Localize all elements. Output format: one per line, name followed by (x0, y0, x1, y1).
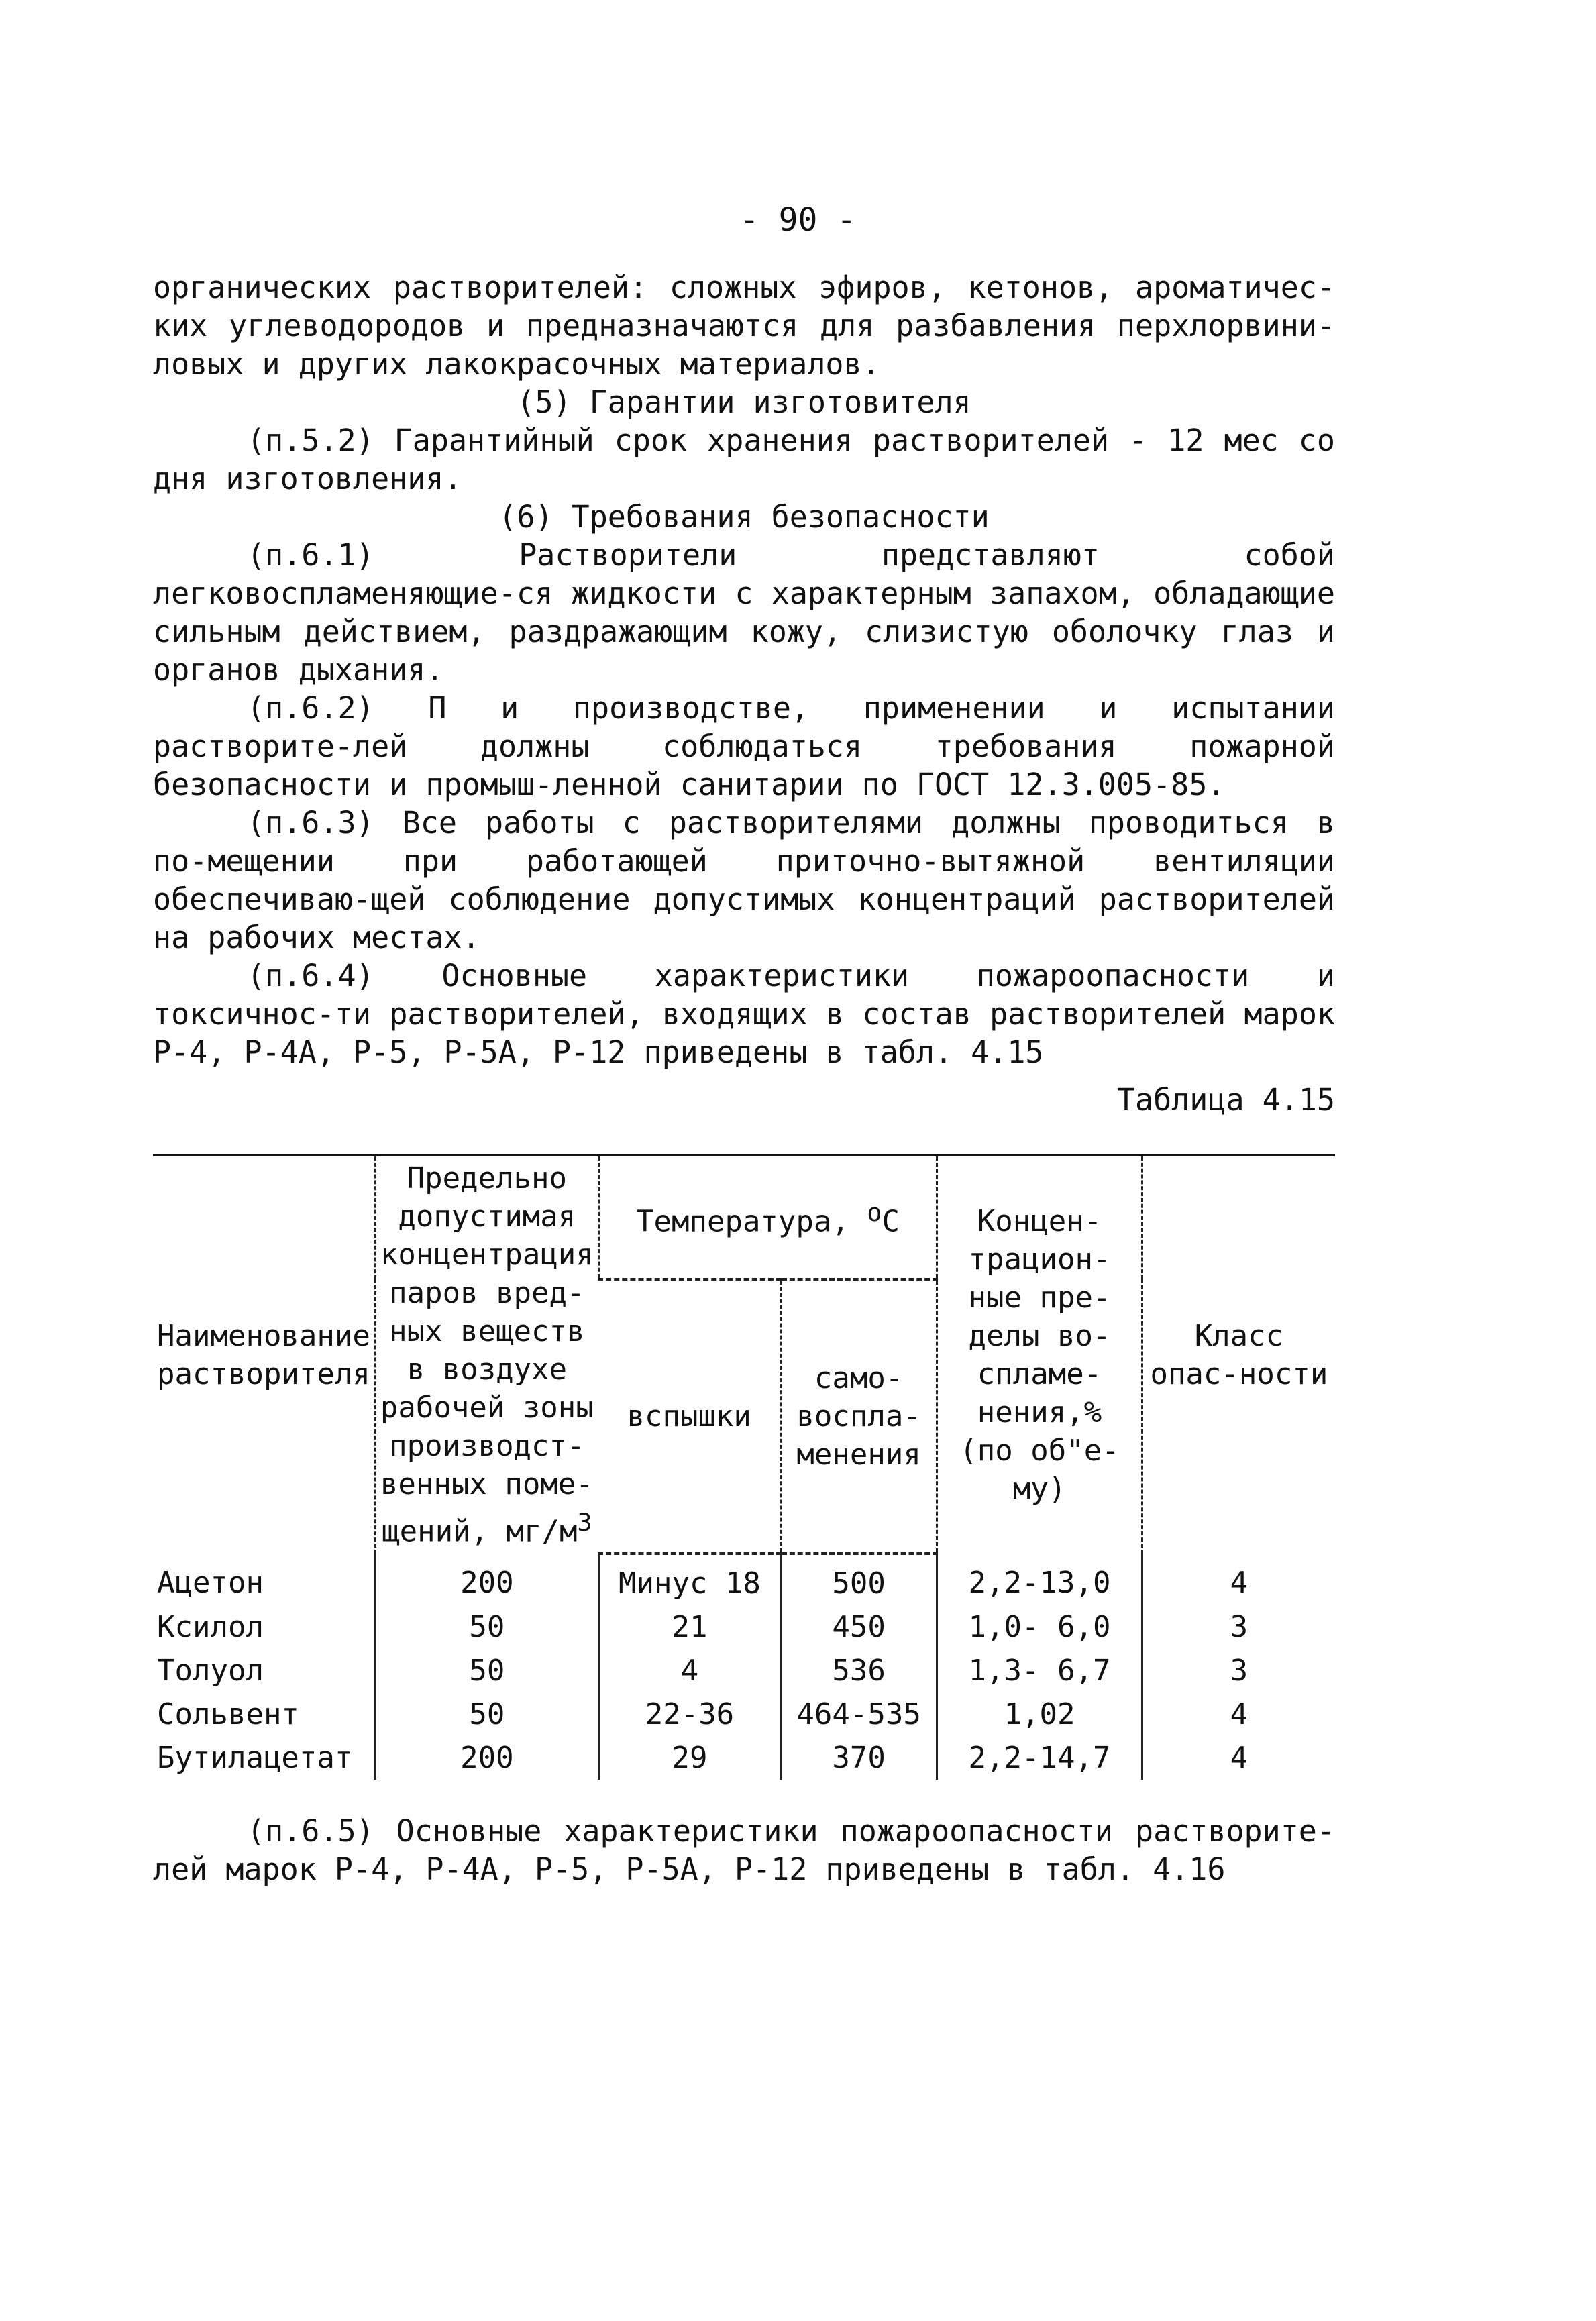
table-row (153, 1649, 1335, 1692)
cell-limits: 1,0- 6,0 (937, 1605, 1142, 1649)
paragraph: (п.5.2) Гарантийный срок хранения растворителей - 12 мес со дня изготовления. (153, 423, 1335, 496)
paragraph: (п.6.1) Растворители представляют собой легковоспламеняющие-ся жидкости с характерным запахом, обладающие сильным действием, раздражающим кожу, слизистую оболочку глаз и органов дыхания. (153, 537, 1335, 688)
cell-class: 4 (1142, 1736, 1335, 1780)
cell-autoignition: 536 (781, 1649, 937, 1692)
cell-pdk: 200 (375, 1736, 598, 1780)
cell-name: Толуол (157, 1653, 264, 1688)
paragraph: (п.6.3) Все работы с растворителями должны проводиться в по-мещении при работающей приточно-вытяжной вентиляции обеспечиваю-щей соблюдение допустимых концентраций растворителей на рабочих местах. (153, 805, 1335, 955)
cell-autoignition: 450 (781, 1605, 937, 1649)
cell-name: Ацетон (157, 1565, 264, 1600)
section-heading: (6) Требования безопасности (498, 499, 990, 535)
column-header-autoignition: само-воспла-менения (781, 1279, 937, 1554)
column-header-temperature (598, 1155, 937, 1279)
cell-flash: 4 (598, 1649, 780, 1692)
unit-superscript: 3 (577, 1508, 592, 1537)
cell-name: Ксилол (157, 1609, 264, 1644)
column-header-pdk (375, 1155, 598, 1554)
column-header-class: Класс опас-ности (1142, 1155, 1335, 1554)
cell-flash: Минус 18 (598, 1554, 780, 1605)
document-body (153, 268, 1335, 1888)
pdk-label: Предельно допустимая концентрация паров вред-ных веществ в воздухе рабочей зоны производст-венных поме-щений, мг/м (380, 1161, 594, 1549)
cell-limits: 2,2-14,7 (937, 1736, 1142, 1780)
temperature-label: Температура, (636, 1204, 867, 1239)
cell-limits: 1,3- 6,7 (937, 1649, 1142, 1692)
cell-class: 3 (1142, 1605, 1335, 1649)
cell-name: Бутилацетат (157, 1740, 353, 1775)
paragraph: (п.6.2) П и производстве, применении и испытании растворите-лей должны соблюдаться требования пожарной безопасности и промыш-ленной санитарии по ГОСТ 12.3.005-85. (153, 690, 1335, 802)
cell-limits: 2,2-13,0 (937, 1554, 1142, 1605)
column-header-flash: вспышки (598, 1279, 780, 1554)
cell-flash: 29 (598, 1736, 780, 1780)
cell-pdk: 50 (375, 1692, 598, 1736)
cell-autoignition: 370 (781, 1736, 937, 1780)
degree-superscript: о (867, 1198, 882, 1228)
page-number: - 90 - (739, 201, 857, 239)
paragraph: органических растворителей: сложных эфиров, кетонов, ароматичес-ких углеводородов и предназначаются для разбавления перхлорвини-ловых и других лакокрасочных материалов. (153, 270, 1335, 382)
cell-pdk: 200 (375, 1554, 598, 1605)
cell-class: 3 (1142, 1649, 1335, 1692)
table-row (153, 1692, 1335, 1736)
table-row (153, 1605, 1335, 1649)
cell-limits: 1,02 (937, 1692, 1142, 1736)
temperature-unit: С (882, 1204, 900, 1239)
cell-autoignition: 500 (781, 1554, 937, 1605)
table-row (153, 1554, 1335, 1605)
column-header-limits: Концен-трацион-ные пре-делы во-спламе-нения,% (по об"е-му) (937, 1155, 1142, 1554)
cell-pdk: 50 (375, 1649, 598, 1692)
cell-name: Сольвент (157, 1696, 299, 1731)
cell-class: 4 (1142, 1554, 1335, 1605)
data-table (153, 1154, 1335, 1780)
cell-flash: 22-36 (598, 1692, 780, 1736)
paragraph: (п.6.5) Основные характеристики пожароопасности растворите-лей марок Р-4, Р-4А, Р-5, Р-5А, Р-12 приведены в табл. 4.16 (153, 1813, 1335, 1887)
section-heading: (5) Гарантии изготовителя (517, 384, 971, 420)
paragraph: (п.6.4) Основные характеристики пожароопасности и токсичнос-ти растворителей, входящих в состав растворителей марок Р-4, Р-4А, Р-5, Р-5А, Р-12 приведены в табл. 4.15 (153, 958, 1335, 1070)
cell-pdk: 50 (375, 1605, 598, 1649)
cell-flash: 21 (598, 1605, 780, 1649)
table-row (153, 1736, 1335, 1780)
cell-autoignition: 464-535 (781, 1692, 937, 1736)
cell-class: 4 (1142, 1692, 1335, 1736)
table-caption: Таблица 4.15 (1116, 1082, 1335, 1118)
column-header-name: Наименование растворителя (157, 1318, 370, 1391)
